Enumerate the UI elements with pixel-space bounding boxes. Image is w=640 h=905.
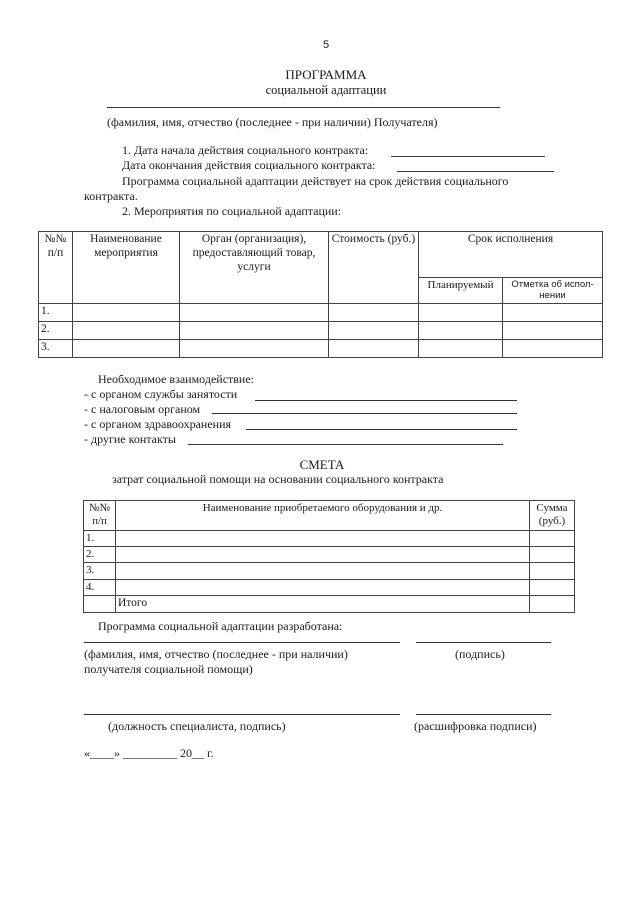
signature-caption: (подпись) <box>455 647 505 661</box>
header-sum: Сумма (руб.) <box>530 501 575 531</box>
other-contacts-field[interactable] <box>188 444 503 445</box>
fio-caption-1: (фамилия, имя, отчество (последнее - при наличии) <box>84 647 348 661</box>
program-title: ПРОГРАММА <box>285 67 367 82</box>
program-subtitle: социальной адаптации <box>265 83 387 97</box>
health-field[interactable] <box>246 429 517 430</box>
cell[interactable] <box>530 563 575 579</box>
interaction-employment: - с органом службы занятости <box>84 387 238 401</box>
row-num: 3. <box>39 339 73 357</box>
interaction-heading: Необходимое взаимодействие: <box>98 372 255 386</box>
duration-text-2: контракта. <box>84 189 138 203</box>
header-num: №№ п/п <box>39 232 73 304</box>
header-measure-name: Наименование мероприятия <box>73 232 180 304</box>
date-line[interactable]: «____» _________ 20__ г. <box>84 746 214 760</box>
recipient-fio-line[interactable] <box>84 642 400 643</box>
header-execution-mark: Отметка об испол-нении <box>503 278 603 304</box>
recipient-name-line[interactable] <box>107 107 500 108</box>
cell[interactable] <box>419 303 503 321</box>
header-num: №№ п/п <box>84 501 116 531</box>
cell[interactable] <box>180 339 329 357</box>
cell[interactable] <box>329 303 419 321</box>
decoding-line[interactable] <box>416 714 551 715</box>
cell[interactable] <box>503 321 603 339</box>
start-date-label: 1. Дата начала действия социального контракта: <box>122 143 369 157</box>
row-num: 4. <box>84 579 116 595</box>
cell[interactable] <box>116 531 530 547</box>
cell[interactable] <box>329 321 419 339</box>
cell[interactable] <box>503 303 603 321</box>
row-num: 2. <box>39 321 73 339</box>
total-value[interactable] <box>530 595 575 612</box>
measures-table <box>38 231 603 358</box>
cell[interactable] <box>503 339 603 357</box>
interaction-tax: - с налоговым органом <box>84 402 201 416</box>
cell[interactable] <box>116 579 530 595</box>
interaction-health: - с органом здравоохранения <box>84 417 232 431</box>
cell[interactable] <box>530 547 575 563</box>
cell[interactable] <box>116 547 530 563</box>
interaction-other: - другие контакты <box>84 432 176 446</box>
fio-caption-2: получателя социальной помощи) <box>84 662 253 676</box>
position-caption: (должность специалиста, подпись) <box>108 719 286 733</box>
cell[interactable] <box>419 321 503 339</box>
row-num: 1. <box>84 531 116 547</box>
end-date-label: Дата окончания действия социального контракта: <box>122 158 376 172</box>
tax-field[interactable] <box>212 413 517 414</box>
cell[interactable] <box>329 339 419 357</box>
duration-text-1: Программа социальной адаптации действует на срок действия социального <box>122 174 509 188</box>
header-cost: Стоимость (руб.) <box>329 232 419 304</box>
cell[interactable] <box>73 339 180 357</box>
row-num: 1. <box>39 303 73 321</box>
end-date-field[interactable] <box>397 171 554 172</box>
header-planned: Планируемый <box>419 278 503 304</box>
start-date-field[interactable] <box>391 156 545 157</box>
header-organ: Орган (организация), предоставляющий товар, услуги <box>180 232 329 304</box>
estimate-title: СМЕТА <box>299 457 345 472</box>
employment-field[interactable] <box>255 400 517 401</box>
recipient-caption: (фамилия, имя, отчество (последнее - при наличии) Получателя) <box>107 115 438 129</box>
row-num: 3. <box>84 563 116 579</box>
header-equipment-name: Наименование приобретаемого оборудования и др. <box>116 501 530 531</box>
total-label: Итого <box>116 595 530 612</box>
cell <box>84 595 116 612</box>
page-number: 5 <box>323 39 330 51</box>
measures-heading: 2. Мероприятия по социальной адаптации: <box>122 204 342 218</box>
recipient-signature-line[interactable] <box>416 642 551 643</box>
cell[interactable] <box>116 563 530 579</box>
cell[interactable] <box>180 303 329 321</box>
cell[interactable] <box>180 321 329 339</box>
cell[interactable] <box>419 339 503 357</box>
estimate-table <box>83 500 575 613</box>
estimate-subtitle: затрат социальной помощи на основании социального контракта <box>112 472 444 486</box>
cell[interactable] <box>73 303 180 321</box>
cell[interactable] <box>530 531 575 547</box>
developed-label: Программа социальной адаптации разработана: <box>98 619 343 633</box>
decoding-caption: (расшифровка подписи) <box>414 719 537 733</box>
specialist-line[interactable] <box>84 714 400 715</box>
row-num: 2. <box>84 547 116 563</box>
cell[interactable] <box>530 579 575 595</box>
header-term: Срок исполнения <box>419 232 603 278</box>
cell[interactable] <box>73 321 180 339</box>
